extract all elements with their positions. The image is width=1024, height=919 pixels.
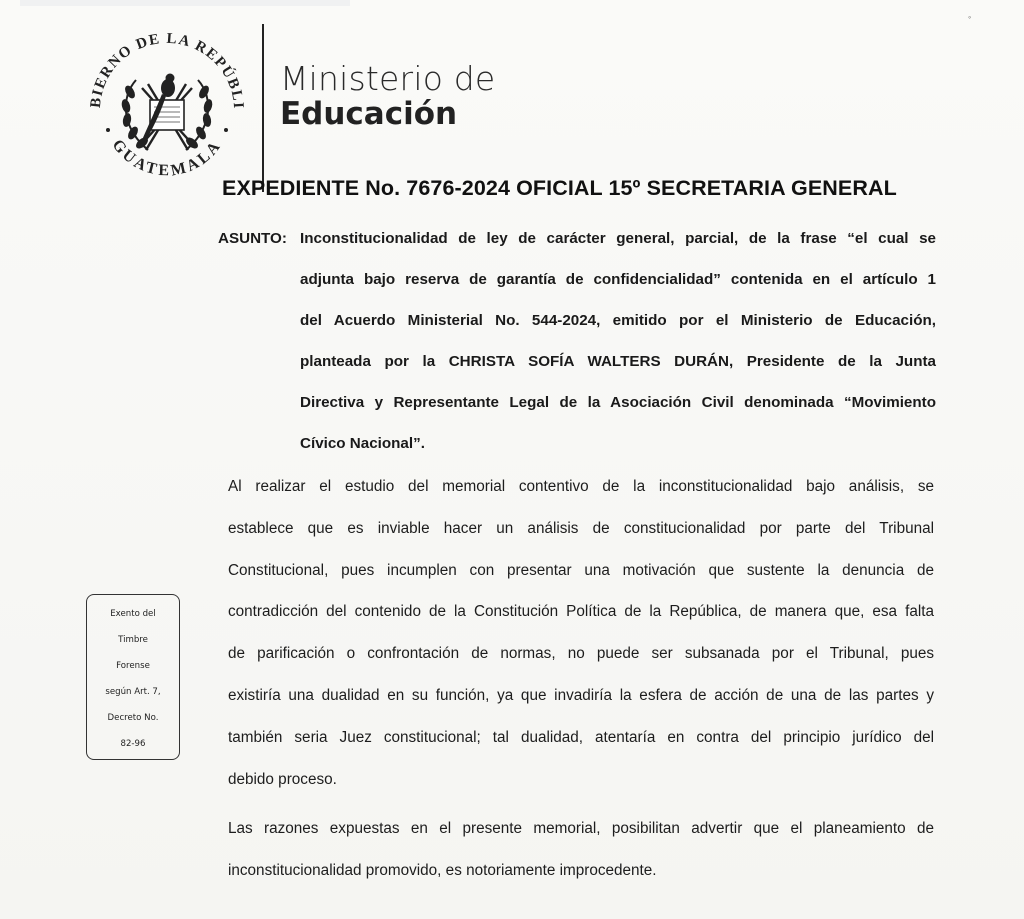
paragraph-1 xyxy=(228,466,934,800)
paragraph-line: también seria Juez constitucional; tal dualidad, atentaría en contra del principio jurídico del xyxy=(228,728,934,746)
asunto-line: Cívico Nacional”. xyxy=(300,435,425,452)
paragraph-line: debido proceso. xyxy=(228,770,337,788)
ministry-line2: Educación xyxy=(280,96,458,132)
paragraph-line: Las razones expuestas en el presente memorial, posibilitan advertir que el planeamiento de xyxy=(228,820,934,838)
stamp-line: según Art. 7, xyxy=(105,687,161,697)
paragraph-line: existiría una dualidad en su función, ya que invadiría la esfera de acción de una de las partes y xyxy=(228,686,934,704)
body-text xyxy=(228,466,934,892)
guatemala-seal-icon xyxy=(78,18,256,196)
ministry-line1: Ministerio de xyxy=(280,59,496,98)
letterhead-divider xyxy=(262,24,264,192)
stamp-line: Exento del xyxy=(110,609,156,619)
stamp-line: Timbre xyxy=(118,635,148,645)
tax-exempt-stamp xyxy=(86,594,180,760)
asunto-text xyxy=(300,218,936,464)
asunto-line: planteada por la CHRISTA SOFÍA WALTERS DURÁN, Presidente de la Junta xyxy=(300,353,936,370)
stamp-line: Forense xyxy=(116,661,150,671)
expediente-heading: EXPEDIENTE No. 7676-2024 OFICIAL 15º SECRETARIA GENERAL xyxy=(222,176,897,200)
paragraph-line: Constitucional, pues incumplen con presentar una motivación que sustente la denuncia de xyxy=(228,561,934,579)
paragraph-line: inconstitucionalidad promovido, es notoriamente improcedente. xyxy=(228,862,657,880)
svg-text:GOBIERNO DE LA REPÚBLICA: BIERNO DE LA REPÚBLI xyxy=(87,30,247,111)
paragraph-2 xyxy=(228,808,934,892)
asunto-line: adjunta bajo reserva de garantía de confidencialidad” contenida en el artículo 1 xyxy=(300,271,936,288)
asunto-label: ASUNTO: xyxy=(218,230,287,247)
asunto-line: Directiva y Representante Legal de la Asociación Civil denominada “Movimiento xyxy=(300,394,936,411)
stamp-line: 82-96 xyxy=(120,739,146,749)
corner-mark: ◦ xyxy=(968,12,972,22)
svg-text:GUATEMALA: GUATEMALA xyxy=(108,136,226,180)
ministry-logo-text xyxy=(280,59,496,132)
paragraph-line: contradicción del contenido de la Constitución Política de la República, de manera que, esa falta xyxy=(228,603,934,621)
paragraph-line: Al realizar el estudio del memorial contentivo de la inconstitucionalidad bajo análisis, se xyxy=(228,478,934,495)
stamp-line: Decreto No. xyxy=(107,713,159,723)
asunto-line: del Acuerdo Ministerial No. 544-2024, emitido por el Ministerio de Educación, xyxy=(300,312,936,329)
scan-artifact xyxy=(20,0,350,6)
paragraph-line: establece que es inviable hacer un análisis de constitucionalidad por parte del Tribunal xyxy=(228,519,934,537)
asunto-line: Inconstitucionalidad de ley de carácter general, parcial, de la frase “el cual se xyxy=(300,230,936,247)
paragraph-line: de parificación o confrontación de normas, no puede ser subsanada por el Tribunal, pues xyxy=(228,645,934,663)
